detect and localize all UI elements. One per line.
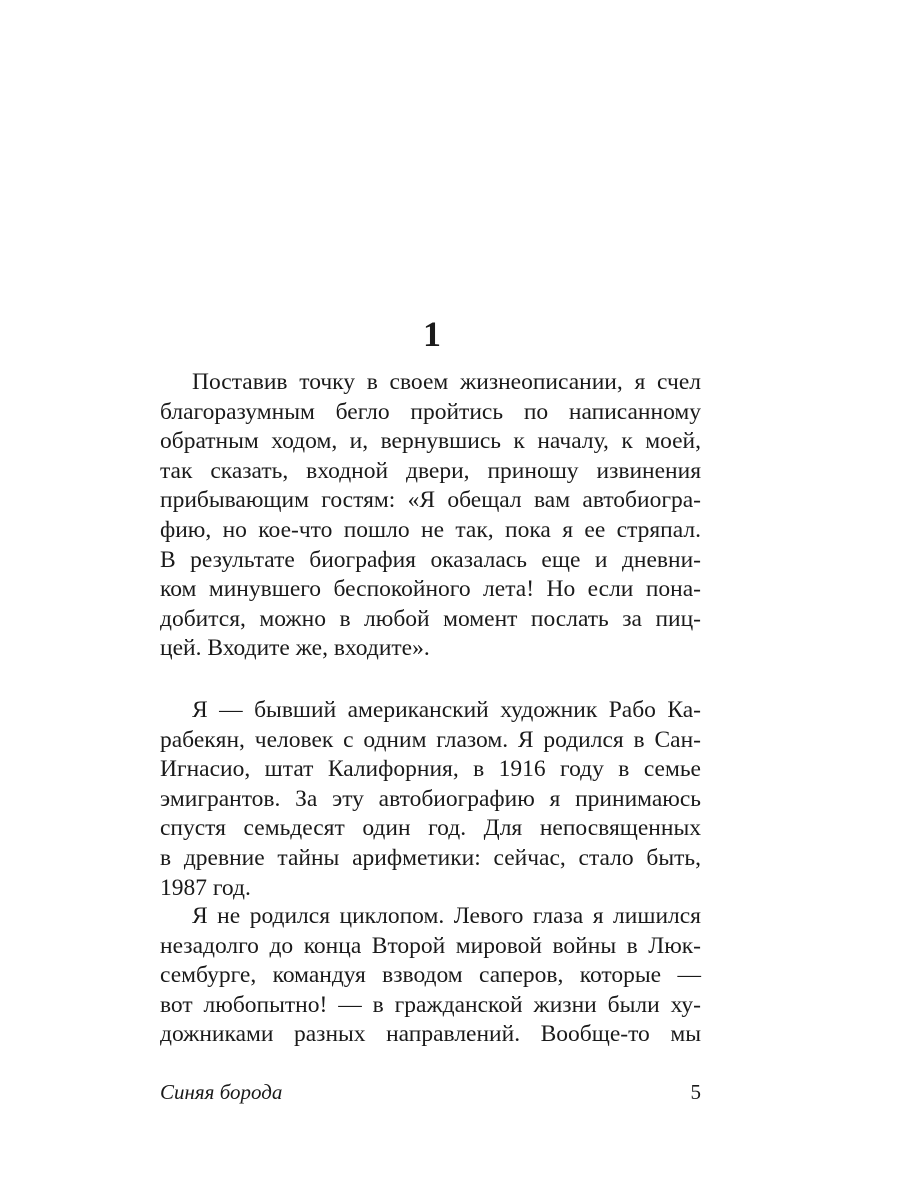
page-number: 5 [690, 1080, 701, 1104]
paragraph-1 [160, 368, 701, 664]
paragraph-line: так сказать, входной двери, приношу извинения [160, 457, 701, 484]
paragraph-line: обратным ходом, и, вернувшись к началу, к моей, [160, 428, 701, 455]
paragraph-line: Я — бывший американский художник Рабо Ка- [192, 697, 701, 723]
paragraph-line: добится, можно в любой момент послать за пиц- [160, 605, 701, 632]
paragraph-line: сембурге, командуя взводом саперов, которые — [160, 962, 701, 989]
paragraph-line: ком минувшего беспокойного лета! Но если пона- [160, 576, 701, 603]
paragraph-line: дожниками разных направлений. Вообще-то мы [160, 1021, 701, 1048]
chapter-number: 1 [423, 314, 441, 354]
paragraph-line: в древние тайны арифметики: сейчас, стало быть, [160, 844, 701, 871]
paragraph-line: рабекян, человек с одним глазом. Я родился в Сан- [160, 726, 701, 753]
paragraph-line: прибывающим гостям: «Я обещал вам автобиогра- [160, 487, 701, 514]
paragraph-3 [160, 902, 701, 1050]
paragraph-line: вот любопытно! — в гражданской жизни были ху- [160, 991, 701, 1018]
paragraph-line: Игнасио, штат Калифорния, в 1916 году в семье [160, 756, 701, 783]
running-footer-title: Синяя борода [160, 1080, 283, 1104]
paragraph-line: В результате биография оказалась еще и дневни- [160, 546, 701, 573]
paragraph-2 [160, 696, 701, 903]
paragraph-line: фию, но кое-что пошло не так, пока я ее стряпал. [160, 516, 701, 543]
paragraph-line: эмигрантов. За эту автобиографию я принимаюсь [160, 785, 701, 812]
paragraph-line: цей. Входите же, входите». [160, 635, 430, 662]
paragraph-line: Поставив точку в своем жизнеописании, я счел [192, 369, 701, 395]
paragraph-line: незадолго до конца Второй мировой войны в Люк- [160, 932, 701, 959]
paragraph-line: Я не родился циклопом. Левого глаза я лишился [192, 903, 701, 929]
paragraph-line: спустя семьдесят один год. Для непосвященных [160, 815, 701, 842]
paragraph-line: 1987 год. [160, 874, 251, 901]
paragraph-line: благоразумным бегло пройтись по написанному [160, 398, 701, 425]
